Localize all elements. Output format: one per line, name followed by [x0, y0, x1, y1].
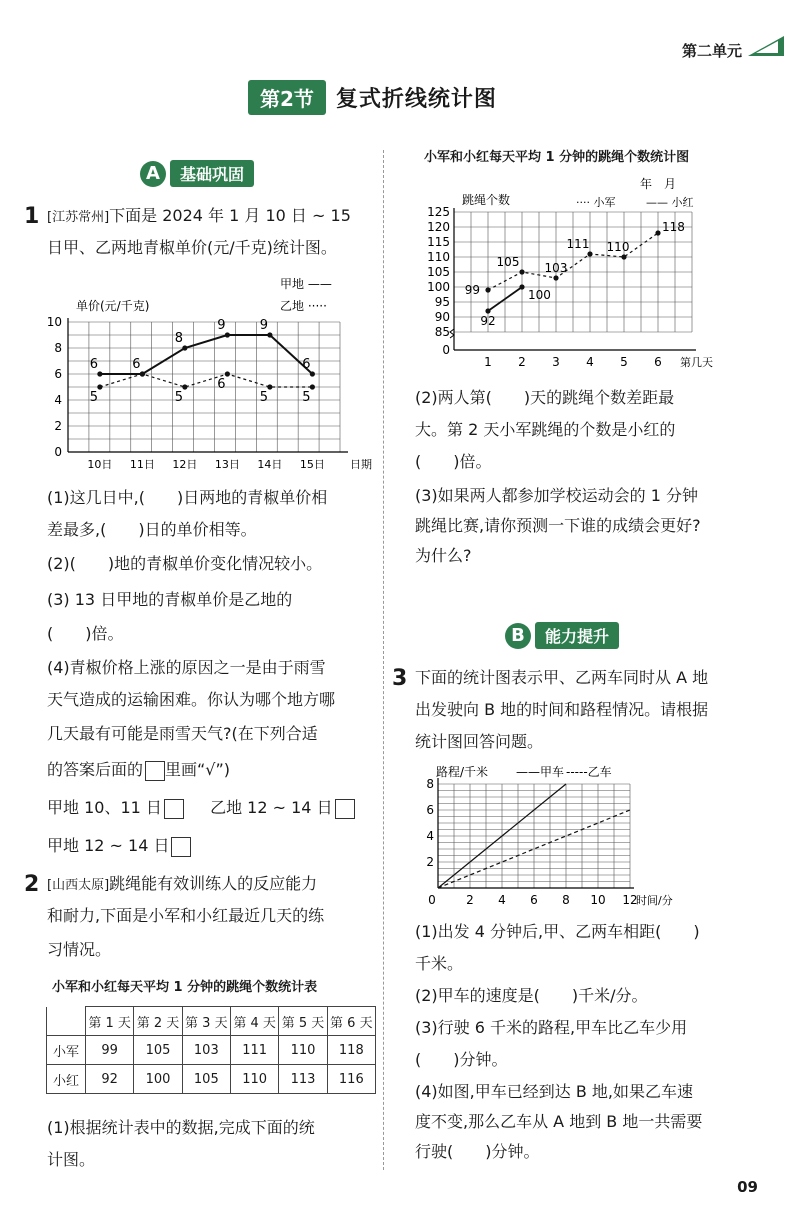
q2-chart-title: 小军和小红每天平均 1 分钟的跳绳个数统计图	[424, 150, 690, 165]
table-row	[47, 1065, 376, 1094]
unit-triangle-icon	[746, 34, 786, 58]
legend-jiadi: 甲地 ——	[280, 277, 332, 291]
q3-sub1b: 千米。	[415, 954, 464, 973]
part-b-tag	[505, 622, 619, 649]
table-cell: 111	[230, 1036, 278, 1065]
y-axis-label: 跳绳个数	[462, 193, 511, 207]
q2-sub2b: 大。第 2 天小军跳绳的个数是小红的	[415, 420, 676, 439]
data-label-小军: 110	[606, 240, 630, 254]
data-point-甲地	[310, 371, 315, 376]
q1-source: [江苏常州]	[47, 210, 110, 225]
y-tick-label: 4	[54, 393, 62, 407]
data-label-乙地: 6	[217, 377, 226, 392]
data-label-甲地: 6	[302, 357, 311, 372]
part-a-label: 基础巩固	[170, 160, 254, 187]
data-point-小军	[655, 230, 660, 235]
q2-line2: 和耐力,下面是小军和小红最近几天的练	[47, 906, 325, 925]
table-cell: 103	[182, 1036, 230, 1065]
q1-opt3-checkbox[interactable]	[171, 837, 191, 857]
y-tick-label: 2	[54, 419, 62, 433]
car-distance-chart	[420, 762, 720, 912]
part-b-label: 能力提升	[535, 622, 619, 649]
q1-opt3: 甲地 12 ~ 14 日	[47, 836, 170, 855]
data-label-小军: 111	[566, 237, 590, 251]
y-tick-label: 6	[426, 803, 434, 817]
q1-sub4d: 的答案后面的	[47, 760, 144, 779]
q1-line1	[47, 206, 351, 228]
q1-line2: 日甲、乙两地青椒单价(元/千克)统计图。	[47, 238, 337, 257]
q1-text1: 下面是 2024 年 1 月 10 日 ~ 15	[109, 206, 351, 225]
y-tick-label: 120	[427, 220, 450, 234]
data-label-小军: 118	[662, 220, 685, 234]
q1-opt1-checkbox[interactable]	[164, 799, 184, 819]
data-point-乙地	[267, 384, 272, 389]
q3-sub2: (2)甲车的速度是( )千米/分。	[415, 986, 648, 1005]
answer-box-sample	[145, 761, 165, 781]
y-tick-label: 0	[54, 445, 62, 459]
q3-sub3b: ( )分钟。	[415, 1050, 508, 1069]
q1-sub4e: 里画“√”)	[165, 760, 231, 779]
q1-sub4b: 天气造成的运输困难。你认为哪个地方哪	[47, 690, 336, 709]
axis-break-mark	[450, 329, 454, 338]
data-point-小军	[485, 287, 490, 292]
x-tick-label: 6	[654, 355, 662, 369]
x-tick-label: 2	[466, 893, 474, 907]
q3-sub4a: (4)如图,甲车已经到达 B 地,如果乙车速	[415, 1082, 693, 1101]
table-header-row	[47, 1007, 376, 1036]
x-tick-label: 5	[620, 355, 628, 369]
y-tick-label: 8	[54, 341, 62, 355]
data-label-甲地: 9	[259, 318, 269, 333]
legend-xiaohong: —— 小红	[646, 196, 694, 209]
q1-sub1a: (1)这几日中,( )日两地的青椒单价相	[47, 488, 328, 507]
q2-source: [山西太原]	[47, 878, 110, 893]
q3-line2: 出发驶向 B 地的时间和路程情况。请根据	[415, 700, 709, 719]
q2-sub3a: (3)如果两人都参加学校运动会的 1 分钟	[415, 486, 699, 505]
data-point-甲地	[97, 371, 102, 376]
y-tick-label: 2	[426, 855, 434, 869]
y-tick-label: 90	[434, 310, 450, 324]
table-cell: 100	[134, 1065, 182, 1094]
q3-line3: 统计图回答问题。	[415, 732, 544, 751]
q2-table-title: 小军和小红每天平均 1 分钟的跳绳个数统计表	[52, 980, 318, 995]
pepper-price-chart	[40, 270, 375, 480]
legend-yiche: -----乙车	[566, 765, 612, 779]
section-title	[248, 80, 497, 114]
chart-date-text: 年 月	[640, 177, 677, 191]
data-point-乙地	[97, 384, 102, 389]
q1-sub2: (2)( )地的青椒单价变化情况较小。	[47, 554, 323, 573]
jump-rope-table	[46, 1006, 376, 1094]
x-tick-label: 3	[552, 355, 560, 369]
q1-opt1: 甲地 10、11 日	[47, 798, 162, 817]
table-cell: 110	[230, 1065, 278, 1094]
data-point-小红	[519, 284, 524, 289]
y-tick-label: 6	[54, 367, 62, 381]
y-tick-label: 105	[427, 265, 450, 279]
q2-sub3b: 跳绳比赛,请你预测一下谁的成绩会更好?	[415, 516, 701, 535]
q3-sub1a: (1)出发 4 分钟后,甲、乙两车相距( )	[415, 922, 700, 941]
table-header-cell: 第 1 天	[86, 1007, 134, 1036]
x-axis-label: 时间/分	[636, 894, 673, 907]
legend-xiaojun: ···· 小军	[576, 196, 616, 209]
q1-opt2-checkbox[interactable]	[335, 799, 355, 819]
data-label-小军: 103	[544, 261, 568, 275]
data-point-小军	[621, 254, 626, 259]
legend-yidi: 乙地 ·····	[280, 299, 327, 313]
q2-line1-row	[47, 874, 317, 896]
data-label-小军: 99	[464, 283, 480, 297]
x-tick-label: 8	[562, 893, 570, 907]
q1-sub3b: ( )倍。	[47, 624, 124, 643]
table-cell: 105	[134, 1036, 182, 1065]
x-tick-label: 10	[590, 893, 606, 907]
part-a-tag	[140, 160, 254, 187]
q1-options-row1	[47, 798, 355, 819]
x-tick-label: 1	[484, 355, 492, 369]
table-row	[47, 1036, 376, 1065]
y-tick-label: 85	[434, 325, 450, 339]
section-name: 复式折线统计图	[335, 86, 497, 112]
table-cell: 92	[86, 1065, 134, 1094]
q1-sub3a: (3) 13 日甲地的青椒单价是乙地的	[47, 590, 293, 609]
jump-rope-chart	[404, 172, 734, 382]
x-tick-label: 2	[518, 355, 526, 369]
data-label-甲地: 8	[174, 331, 184, 346]
q2-sub3c: 为什么?	[415, 546, 472, 565]
data-label-小红: 100	[528, 288, 551, 302]
data-label-甲地: 6	[89, 357, 99, 372]
x-tick-label: 15日	[299, 458, 325, 471]
q2-sub1b: 计图。	[47, 1150, 96, 1169]
q2-number: 2	[24, 872, 40, 897]
x-tick-label: 0	[428, 893, 436, 907]
table-header-cell	[47, 1007, 86, 1036]
x-axis-label: 日期	[350, 458, 372, 471]
data-label-乙地: 5	[174, 390, 184, 405]
x-tick-label: 10日	[87, 458, 113, 471]
y-tick-label: 95	[434, 295, 450, 309]
y-tick-label: 110	[427, 250, 450, 264]
y-tick-label: 8	[426, 777, 434, 791]
data-label-乙地: 5	[89, 390, 99, 405]
table-header-cell: 第 5 天	[279, 1007, 327, 1036]
q3-sub4b: 度不变,那么乙车从 A 地到 B 地一共需要	[415, 1112, 703, 1131]
table-cell: 110	[279, 1036, 327, 1065]
x-tick-label: 6	[530, 893, 538, 907]
part-b-letter: B	[505, 623, 531, 649]
data-label-小红: 92	[480, 314, 496, 328]
x-axis-label: 第几天	[680, 356, 713, 369]
x-tick-label: 14日	[257, 458, 283, 471]
data-point-乙地	[182, 384, 187, 389]
data-point-乙地	[140, 371, 145, 376]
x-tick-label: 13日	[214, 458, 240, 471]
q1-sub4a: (4)青椒价格上涨的原因之一是由于雨雪	[47, 658, 326, 677]
unit-title: 第二单元	[681, 42, 742, 60]
q1-sub1b: 差最多,( )日的单价相等。	[47, 520, 257, 539]
y-tick-label: 115	[427, 235, 450, 249]
y-tick-label: 4	[426, 829, 434, 843]
section-badge: 第2节	[248, 80, 326, 115]
data-point-甲地	[182, 345, 187, 350]
q1-opt2: 乙地 12 ~ 14 日	[210, 798, 333, 817]
y-tick-label: 125	[427, 205, 450, 219]
q1-sub4d-line	[47, 760, 230, 781]
q2-line3: 习情况。	[47, 940, 112, 959]
data-point-乙地	[225, 371, 230, 376]
data-point-甲地	[267, 332, 272, 337]
table-header-cell: 第 4 天	[230, 1007, 278, 1036]
x-tick-label: 11日	[129, 458, 155, 471]
data-label-乙地: 5	[259, 390, 269, 405]
q2-line1: 跳绳能有效训练人的反应能力	[109, 874, 318, 893]
x-tick-label: 4	[498, 893, 506, 907]
q2-sub2c: ( )倍。	[415, 452, 492, 471]
q1-options-row2	[47, 836, 191, 857]
y-axis-label: 单价(元/千克)	[76, 299, 150, 313]
data-label-甲地: 9	[217, 318, 226, 333]
table-header-cell: 第 2 天	[134, 1007, 182, 1036]
column-divider	[383, 150, 384, 1170]
data-label-甲地: 6	[132, 357, 141, 372]
legend-jiache: ——甲车	[516, 765, 565, 779]
table-header-cell: 第 3 天	[182, 1007, 230, 1036]
data-point-小红	[485, 308, 490, 313]
y-axis-label: 路程/千米	[436, 765, 489, 779]
y-tick-label: 100	[427, 280, 450, 294]
data-point-甲地	[225, 332, 230, 337]
data-point-小军	[587, 251, 592, 256]
x-tick-label: 4	[586, 355, 594, 369]
x-tick-label: 12	[622, 893, 638, 907]
data-point-乙地	[310, 384, 315, 389]
table-cell: 小军	[47, 1036, 86, 1065]
table-cell: 113	[279, 1065, 327, 1094]
series-line-乙地	[100, 374, 313, 387]
table-cell: 118	[327, 1036, 375, 1065]
data-label-小军: 105	[496, 255, 520, 269]
q3-sub4c: 行驶( )分钟。	[415, 1142, 540, 1161]
table-header-cell: 第 6 天	[327, 1007, 375, 1036]
x-tick-label: 12日	[172, 458, 198, 471]
table-cell: 105	[182, 1065, 230, 1094]
part-a-letter: A	[140, 161, 166, 187]
q2-sub1a: (1)根据统计表中的数据,完成下面的统	[47, 1118, 315, 1137]
data-point-小军	[553, 275, 558, 280]
q2-sub2a: (2)两人第( )天的跳绳个数差距最	[415, 388, 675, 407]
q3-sub3a: (3)行驶 6 千米的路程,甲车比乙车少用	[415, 1018, 688, 1037]
y-tick-label: 10	[46, 315, 62, 329]
page-number: 09	[737, 1178, 758, 1196]
table-cell: 99	[86, 1036, 134, 1065]
q1-number: 1	[24, 204, 40, 229]
table-cell: 116	[327, 1065, 375, 1094]
table-cell: 小红	[47, 1065, 86, 1094]
y-tick-label: 0	[442, 343, 450, 357]
data-label-乙地: 5	[302, 390, 311, 405]
data-point-小军	[519, 269, 524, 274]
q3-line1: 下面的统计图表示甲、乙两车同时从 A 地	[415, 668, 709, 687]
q1-sub4c: 几天最有可能是雨雪天气?(在下列合适	[47, 724, 318, 743]
q3-number: 3	[392, 666, 408, 691]
